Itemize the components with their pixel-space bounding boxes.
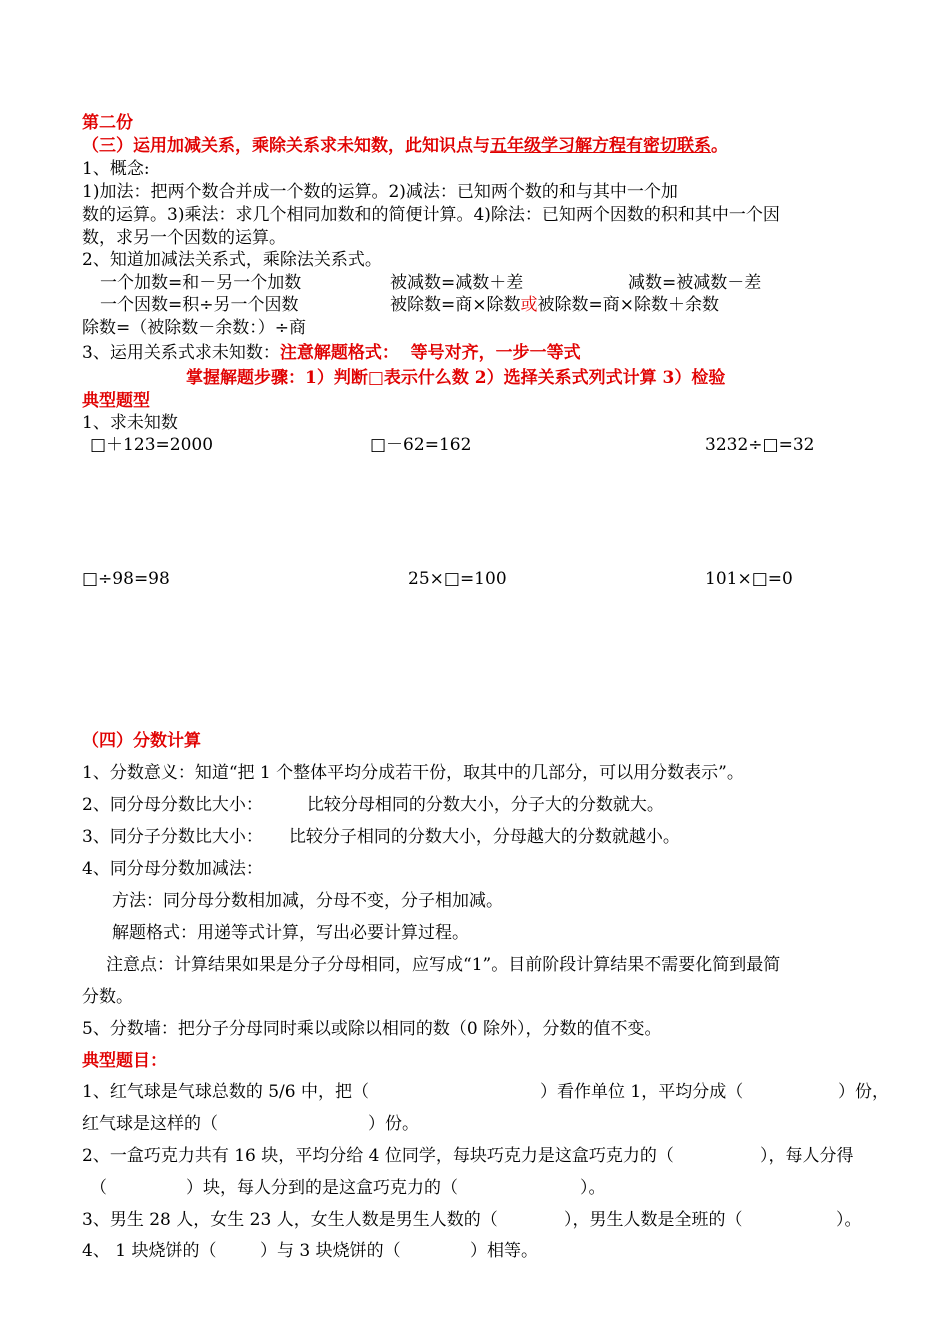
add-sub-note: 注意点：计算结果如果是分子分母相同，应写成“1”。目前阶段计算结果不需要化简到最简 [106, 955, 781, 975]
problem-1-e: ）份。 [368, 1114, 419, 1134]
problem-1-a: 1、红气球是气球总数的 5/6 中，把（ [82, 1082, 369, 1102]
relation-dividend-a: 被除数=商×除数 [390, 295, 521, 315]
add-sub-method: 方法：同分母分数相加减，分母不变，分子相加减。 [112, 891, 503, 911]
problem-4-a: 4、 1 块烧饼的（ [82, 1241, 217, 1261]
section3-heading-c: 。 [711, 136, 728, 156]
relation-factor: 一个因数=积÷另一个因数 [100, 295, 299, 315]
fraction-wall: 5、分数墙：把分子分母同时乘以或除以相同的数（0 除外），分数的值不变。 [82, 1019, 662, 1039]
equation-5: 25×□=100 [408, 569, 507, 589]
equation-2: □－62=162 [370, 435, 472, 455]
problem-1-b: ）看作单位 1，平均分成（ [540, 1082, 744, 1102]
same-numerator-label: 3、同分子分数比大小： [82, 827, 263, 847]
section3-heading-b: 五年级学习解方程有密切联系 [490, 136, 711, 156]
relation-addend: 一个加数=和－另一个加数 [100, 273, 302, 293]
question-label: 1、求未知数 [82, 413, 178, 433]
relation-minuend: 被减数=减数＋差 [390, 273, 524, 293]
problem-3-c: ）。 [836, 1210, 862, 1230]
same-denominator-label: 2、同分母分数比大小： [82, 795, 263, 815]
section3-heading-a: （三）运用加减关系，乘除关系求未知数，此知识点与 [82, 136, 490, 156]
use-label: 3、运用关系式求未知数： [82, 343, 280, 363]
fraction-meaning: 1、分数意义：知道“把 1 个整体平均分成若干份，取其中的几部分，可以用分数表示”。 [82, 763, 744, 783]
typical-title-2: 典型题目： [82, 1051, 167, 1071]
relation-or: 或 [520, 295, 538, 315]
same-numerator-text: 比较分子相同的分数大小，分母越大的分数就越小。 [288, 827, 680, 847]
relations-label: 2、知道加减法关系式，乘除法关系式。 [82, 250, 382, 270]
relation-subtrahend: 减数=被减数－差 [628, 273, 762, 293]
concept-label: 1、概念: [82, 159, 150, 179]
add-sub-label: 4、同分母分数加减法： [82, 859, 263, 879]
problem-2-d: ）块，每人分到的是这盒巧克力的（ [186, 1178, 458, 1198]
relation-divisor: 除数=（被除数－余数：）÷商 [82, 318, 306, 338]
typical-title-1: 典型题型 [82, 391, 150, 411]
solving-steps: 掌握解题步骤：1）判断□表示什么数 2）选择关系式列式计算 3）检验 [186, 368, 726, 388]
relation-dividend [390, 294, 719, 316]
problem-3-a: 3、男生 28 人，女生 23 人，女生人数是男生人数的（ [82, 1210, 498, 1230]
concept-line-3: 数，求另一个因数的运算。 [82, 228, 286, 248]
part-title: 第二份 [82, 113, 133, 133]
section4-heading: （四）分数计算 [82, 731, 201, 751]
problem-2-a: 2、一盒巧克力共有 16 块，平均分给 4 位同学，每块巧克力是这盒巧克力的（ [82, 1146, 674, 1166]
problem-2-c: （ [90, 1178, 107, 1198]
equation-3: 3232÷□=32 [705, 435, 815, 455]
problem-1-c: ）份， [838, 1082, 889, 1102]
same-numerator-compare [82, 826, 680, 848]
use-note: 注意解题格式： 等号对齐，一步一等式 [279, 343, 581, 363]
equation-1: □＋123=2000 [90, 435, 214, 455]
problem-4-b: ）与 3 块烧饼的（ [260, 1241, 401, 1261]
use-relations [82, 342, 581, 364]
concept-line-1: 1)加法：把两个数合并成一个数的运算。2)减法：已知两个数的和与其中一个加 [82, 182, 678, 202]
add-sub-format: 解题格式：用递等式计算，写出必要计算过程。 [112, 923, 469, 943]
problem-4-c: ）相等。 [470, 1241, 538, 1261]
same-denominator-compare [82, 794, 664, 816]
equation-6: 101×□=0 [705, 569, 793, 589]
relation-dividend-b: 被除数=商×除数＋余数 [537, 295, 719, 315]
add-sub-note-cont: 分数。 [82, 987, 133, 1007]
problem-3-b: ），男生人数是全班的（ [564, 1210, 743, 1230]
equation-4: □÷98=98 [82, 569, 170, 589]
same-denominator-text: 比较分母相同的分数大小，分子大的分数就大。 [306, 795, 664, 815]
concept-line-2: 数的运算。3)乘法：求几个相同加数和的简便计算。4)除法：已知两个因数的积和其中一个因 [82, 205, 780, 225]
problem-2-b: ），每人分得 [760, 1146, 854, 1166]
problem-2-e: ）。 [580, 1178, 606, 1198]
section3-heading [82, 135, 728, 157]
problem-1-d: 红气球是这样的（ [82, 1114, 218, 1134]
